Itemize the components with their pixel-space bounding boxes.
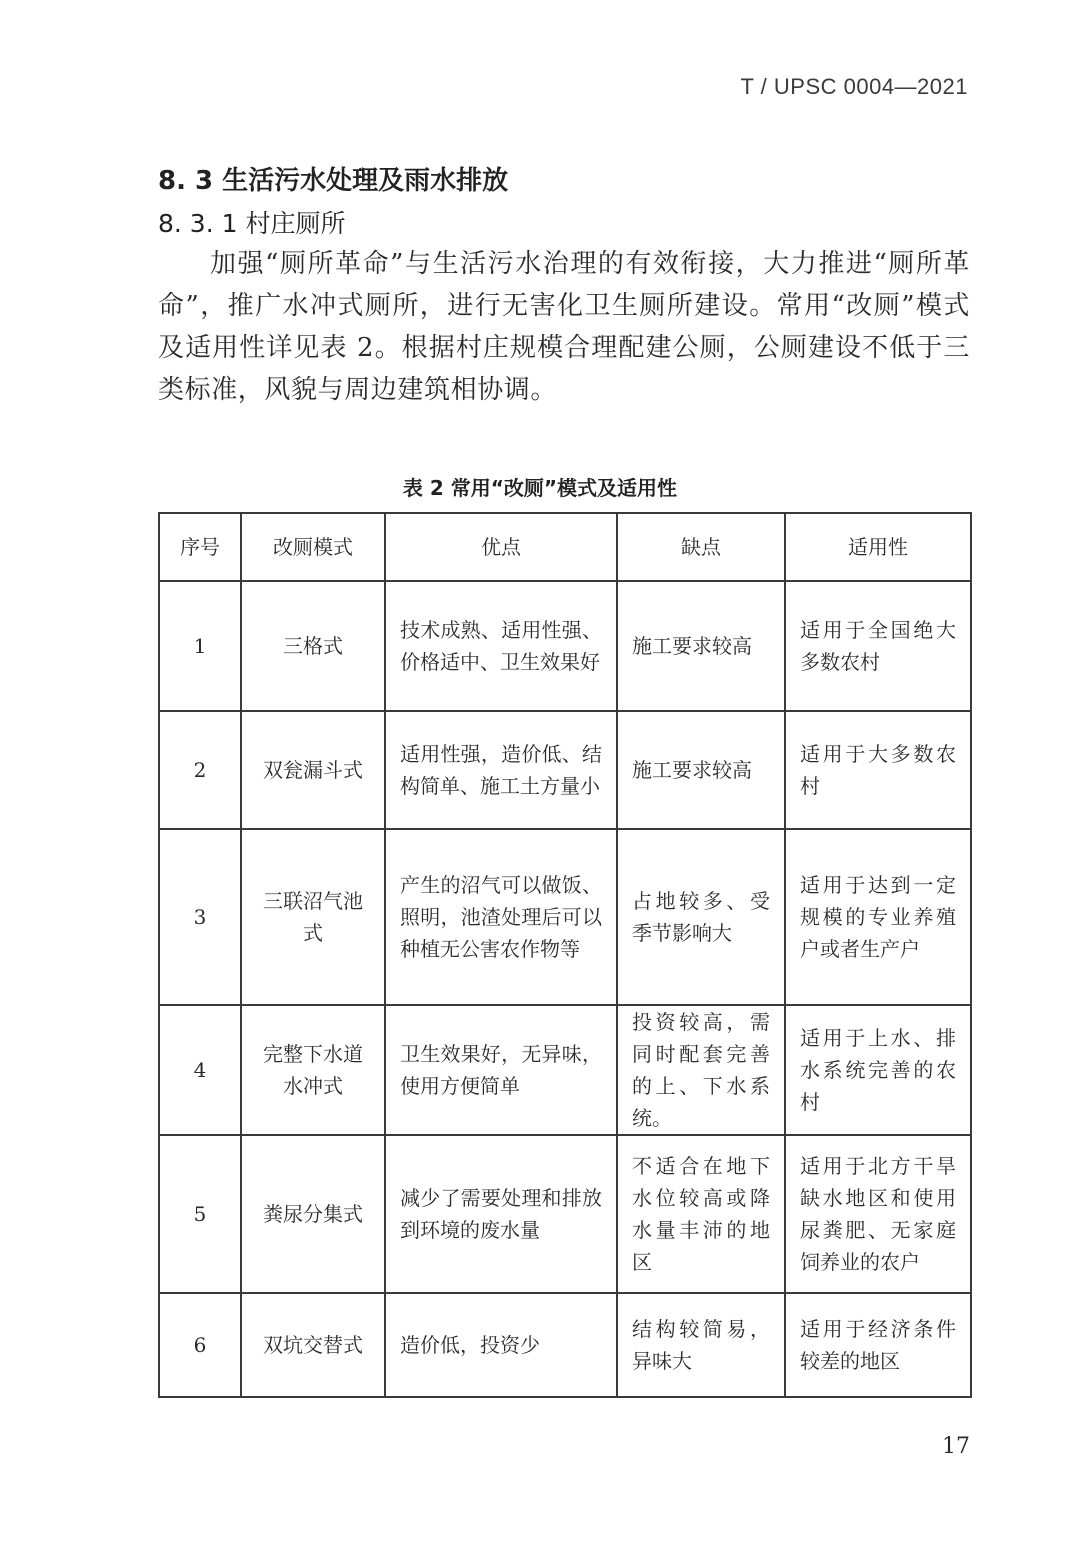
row-advantages: 减少了需要处理和排放到环境的废水量 <box>385 1135 617 1293</box>
row-disadvantages: 不适合在地下水位较高或降水量丰沛的地区 <box>617 1135 785 1293</box>
table-header-row <box>159 513 971 581</box>
row-mode: 完整下水道水冲式 <box>241 1005 385 1135</box>
section-heading: 8. 3 生活污水处理及雨水排放 <box>158 166 509 196</box>
row-disadvantages: 施工要求较高 <box>617 581 785 711</box>
table-row <box>159 829 971 1005</box>
standard-code: T / UPSC 0004—2021 <box>740 74 968 99</box>
row-number: 1 <box>159 581 241 711</box>
table-row <box>159 1135 971 1293</box>
row-applicability: 适用于达到一定规模的专业养殖户或者生产户 <box>785 829 971 1005</box>
row-advantages: 卫生效果好，无异味，使用方便简单 <box>385 1005 617 1135</box>
row-mode: 三格式 <box>241 581 385 711</box>
table-row <box>159 1005 971 1135</box>
row-applicability: 适用于全国绝大多数农村 <box>785 581 971 711</box>
row-advantages: 造价低，投资少 <box>385 1293 617 1397</box>
header-cell: 优点 <box>385 513 617 581</box>
row-disadvantages: 结构较简易，异味大 <box>617 1293 785 1397</box>
row-applicability: 适用于上水、排水系统完善的农村 <box>785 1005 971 1135</box>
toilet-modes-table <box>158 512 972 1398</box>
row-disadvantages: 投资较高，需同时配套完善的上、下水系统。 <box>617 1005 785 1135</box>
subsection-heading: 8. 3. 1 村庄厕所 <box>158 209 346 238</box>
row-advantages: 适用性强，造价低、结构简单、施工土方量小 <box>385 711 617 829</box>
row-number: 4 <box>159 1005 241 1135</box>
row-number: 5 <box>159 1135 241 1293</box>
page-number: 17 <box>942 1434 970 1459</box>
header-cell: 序号 <box>159 513 241 581</box>
row-mode: 双坑交替式 <box>241 1293 385 1397</box>
header-cell: 适用性 <box>785 513 971 581</box>
row-number: 6 <box>159 1293 241 1397</box>
row-mode: 粪尿分集式 <box>241 1135 385 1293</box>
header-cell: 改厕模式 <box>241 513 385 581</box>
table-caption: 表 2 常用“改厕”模式及适用性 <box>402 476 678 500</box>
row-mode: 三联沼气池式 <box>241 829 385 1005</box>
row-mode: 双瓮漏斗式 <box>241 711 385 829</box>
table-row <box>159 1293 971 1397</box>
table-row <box>159 581 971 711</box>
body-paragraph: 加强“厕所革命”与生活污水治理的有效衔接，大力推进“厕所革命”，推广水冲式厕所，进行无害化卫生厕所建设。常用“改厕”模式及适用性详见表 2。根据村庄规模合理配建公厕，公厕建设不低于三类标准，风貌与周边建筑相协调。 <box>158 249 970 405</box>
row-number: 3 <box>159 829 241 1005</box>
row-advantages: 技术成熟、适用性强、价格适中、卫生效果好 <box>385 581 617 711</box>
table-row <box>159 711 971 829</box>
row-disadvantages: 占地较多、受季节影响大 <box>617 829 785 1005</box>
row-applicability: 适用于大多数农村 <box>785 711 971 829</box>
row-disadvantages: 施工要求较高 <box>617 711 785 829</box>
row-applicability: 适用于经济条件较差的地区 <box>785 1293 971 1397</box>
row-number: 2 <box>159 711 241 829</box>
row-advantages: 产生的沼气可以做饭、照明，池渣处理后可以种植无公害农作物等 <box>385 829 617 1005</box>
header-cell: 缺点 <box>617 513 785 581</box>
row-applicability: 适用于北方干旱缺水地区和使用尿粪肥、无家庭饲养业的农户 <box>785 1135 971 1293</box>
